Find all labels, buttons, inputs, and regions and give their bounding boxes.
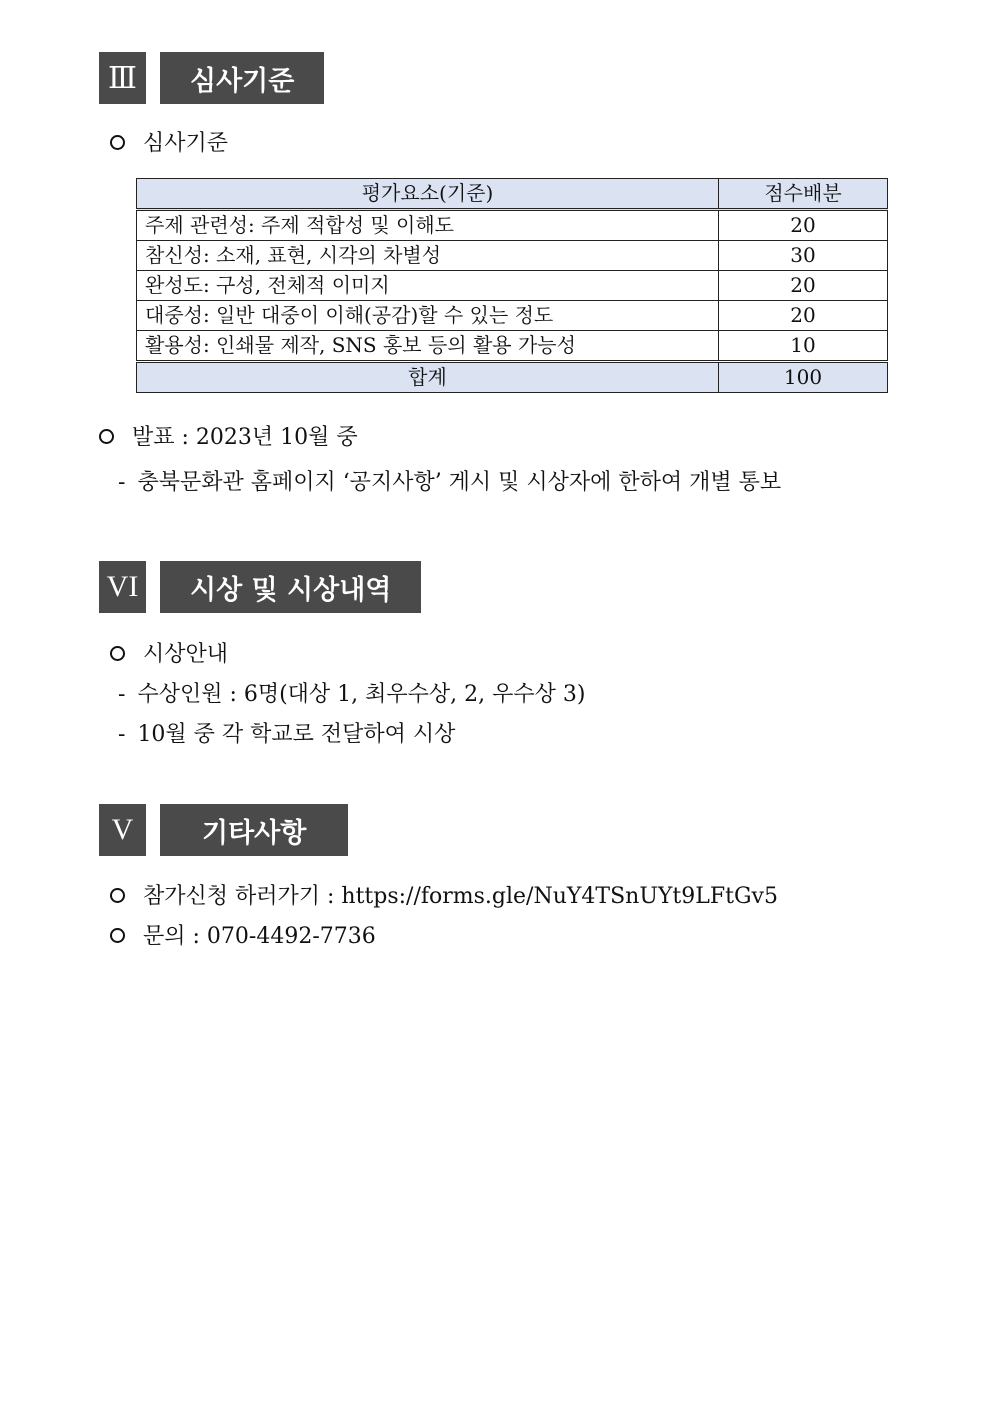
circle-bullet-icon bbox=[110, 135, 125, 150]
announcement-text: 발표 : 2023년 10월 중 bbox=[132, 425, 358, 450]
awards-item-line bbox=[118, 717, 455, 748]
dash-icon: - bbox=[118, 682, 126, 707]
criterion-cell: 참신성: 소재, 표현, 시각의 차별성 bbox=[137, 241, 719, 271]
score-cell: 20 bbox=[719, 271, 888, 301]
table-row bbox=[137, 331, 888, 362]
contact-line bbox=[110, 919, 376, 950]
announcement-line bbox=[99, 420, 358, 451]
table-header-row bbox=[137, 179, 888, 210]
dash-icon: - bbox=[118, 722, 126, 747]
awards-item: 수상인원 : 6명(대상 1, 최우수상, 2, 우수상 3) bbox=[137, 682, 586, 707]
criteria-heading-line bbox=[110, 126, 228, 157]
section-title: 기타사항 bbox=[160, 804, 348, 856]
awards-item: 10월 중 각 학교로 전달하여 시상 bbox=[137, 722, 456, 747]
total-score: 100 bbox=[719, 362, 888, 393]
apply-link[interactable]: 참가신청 하러가기 : https://forms.gle/NuY4TSnUYt9LFtGv5 bbox=[143, 884, 778, 909]
section-title: 심사기준 bbox=[160, 52, 324, 104]
score-cell: 10 bbox=[719, 331, 888, 362]
criterion-cell: 대중성: 일반 대중이 이해(공감)할 수 있는 정도 bbox=[137, 301, 719, 331]
column-header-element: 평가요소(기준) bbox=[137, 179, 719, 210]
criterion-cell: 주제 관련성: 주제 적합성 및 이해도 bbox=[137, 210, 719, 241]
awards-item-line bbox=[118, 677, 585, 708]
awards-heading-line bbox=[110, 637, 228, 668]
column-header-score: 점수배분 bbox=[719, 179, 888, 210]
criterion-cell: 완성도: 구성, 전체적 이미지 bbox=[137, 271, 719, 301]
circle-bullet-icon bbox=[110, 646, 125, 661]
announcement-detail-line bbox=[118, 465, 781, 496]
section-number: V bbox=[99, 804, 146, 856]
awards-heading: 시상안내 bbox=[143, 642, 229, 667]
circle-bullet-icon bbox=[110, 888, 125, 903]
table-row bbox=[137, 241, 888, 271]
total-label: 합계 bbox=[137, 362, 719, 393]
circle-bullet-icon bbox=[110, 928, 125, 943]
circle-bullet-icon bbox=[99, 429, 114, 444]
table-row bbox=[137, 271, 888, 301]
criteria-heading: 심사기준 bbox=[143, 131, 229, 156]
table-row bbox=[137, 301, 888, 331]
announcement-detail: 충북문화관 홈페이지 ‘공지사항’ 게시 및 시상자에 한하여 개별 통보 bbox=[137, 470, 782, 495]
contact-text: 문의 : 070-4492-7736 bbox=[143, 924, 376, 949]
score-cell: 30 bbox=[719, 241, 888, 271]
criteria-table bbox=[136, 178, 888, 393]
dash-icon: - bbox=[118, 470, 126, 495]
section-title: 시상 및 시상내역 bbox=[160, 561, 421, 613]
score-cell: 20 bbox=[719, 301, 888, 331]
section-header-awards bbox=[99, 561, 421, 613]
section-header-etc bbox=[99, 804, 348, 856]
section-number: VI bbox=[99, 561, 146, 613]
criterion-cell: 활용성: 인쇄물 제작, SNS 홍보 등의 활용 가능성 bbox=[137, 331, 719, 362]
table-total-row bbox=[137, 362, 888, 393]
table-row bbox=[137, 210, 888, 241]
section-header-criteria bbox=[99, 52, 324, 104]
score-cell: 20 bbox=[719, 210, 888, 241]
apply-line bbox=[110, 879, 778, 910]
section-number: Ⅲ bbox=[99, 52, 146, 104]
